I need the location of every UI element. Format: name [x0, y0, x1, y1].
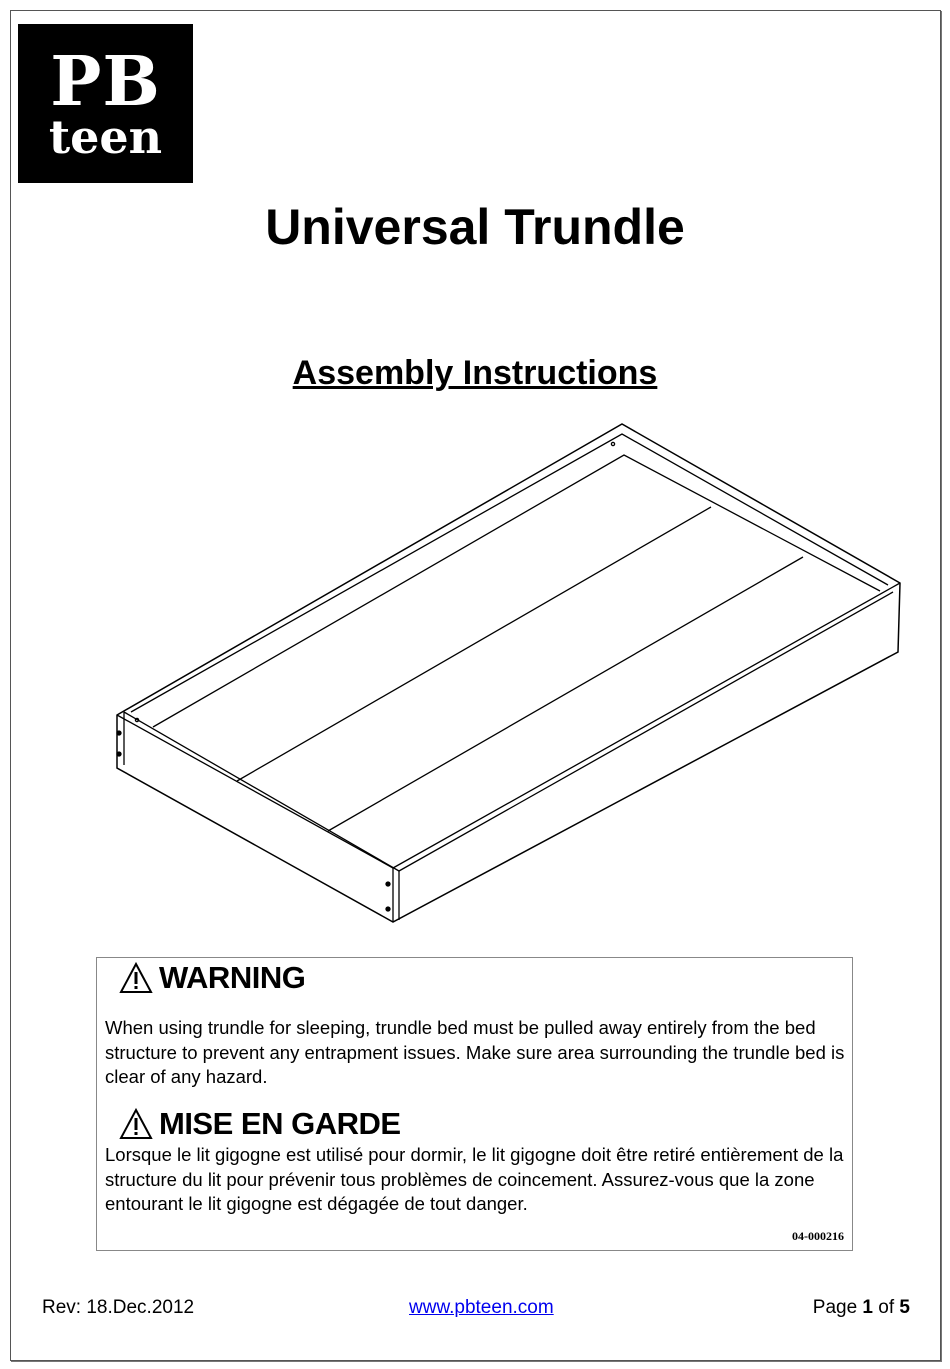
warning-text-fr: Lorsque le lit gigogne est utilisé pour dormir, le lit gigogne doit être retiré entièrement de la structure du lit pour prévenir tous problèmes de coincement. Assurez-vous que la zone entourant le lit gigogne est dégagée de tout danger. [105, 1144, 844, 1214]
warning-heading-fr [119, 1106, 401, 1142]
revision-date: Rev: 18.Dec.2012 [42, 1297, 195, 1318]
page-of: of [878, 1297, 895, 1318]
warning-heading-en [119, 960, 305, 996]
warning-heading-en-text: WARNING [159, 960, 306, 995]
logo-line2: teen [48, 110, 163, 164]
page-prefix: Page [812, 1297, 858, 1318]
document-code: 04-000216 [792, 1229, 844, 1243]
page-title: Universal Trundle [265, 199, 685, 255]
page-current: 1 [862, 1297, 873, 1318]
page-subtitle: Assembly Instructions [292, 354, 658, 392]
website-link[interactable]: www.pbteen.com [409, 1297, 554, 1318]
warning-triangle-icon [119, 962, 153, 994]
warning-heading-fr-text: MISE EN GARDE [159, 1106, 401, 1141]
warning-box [96, 957, 853, 1251]
page-total: 5 [899, 1297, 910, 1318]
website-link-wrap [409, 1297, 554, 1319]
warning-triangle-icon [119, 1108, 153, 1140]
page-number [813, 1297, 910, 1319]
warning-text-en: When using trundle for sleeping, trundle bed must be pulled away entirely from the bed structure to prevent any entrapment issues. Make sure area surrounding the trundle bed is clear of any hazard. [105, 1017, 845, 1087]
logo-line1: PB [50, 42, 161, 122]
